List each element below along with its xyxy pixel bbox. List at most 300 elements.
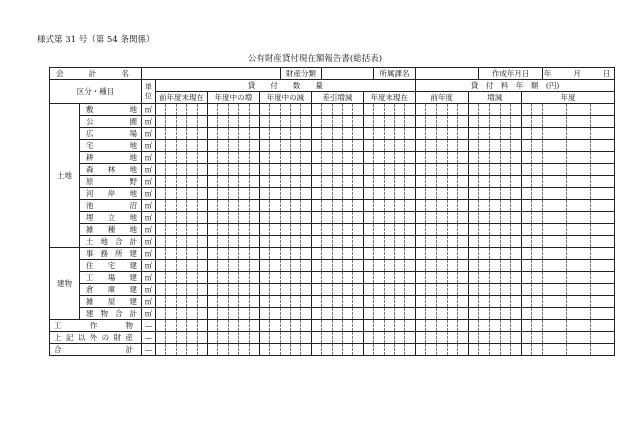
quantity-cell: [207, 152, 217, 164]
quantity-cell: [156, 140, 166, 152]
fee-cell: [415, 164, 426, 176]
fee-cell: [468, 284, 479, 296]
quantity-cell: [259, 308, 269, 320]
fee-cell: [468, 260, 479, 272]
unit-cell: ㎡: [142, 308, 156, 320]
quantity-cell: [187, 128, 197, 140]
quantity-cell: [363, 224, 373, 236]
quantity-cell: [249, 248, 259, 260]
fee-cell: [521, 308, 532, 320]
fee-cell: [479, 104, 490, 116]
fee-cell: [591, 188, 615, 200]
quantity-cell: [176, 260, 186, 272]
quantity-cell: [259, 152, 269, 164]
quantity-cell: [239, 200, 249, 212]
fee-cell: [468, 116, 479, 128]
quantity-cell: [156, 116, 166, 128]
quantity-cell: [239, 248, 249, 260]
quantity-cell: [207, 116, 217, 128]
quantity-cell: [343, 332, 353, 344]
quantity-cell: [291, 212, 301, 224]
fee-cell: [479, 308, 490, 320]
lending-quantity-header: 貸 付 数 量: [156, 80, 416, 92]
quantity-cell: [291, 128, 301, 140]
quantity-cell: [280, 296, 290, 308]
fee-cell: [500, 296, 511, 308]
fee-cell: [500, 188, 511, 200]
fee-cell: [458, 188, 469, 200]
fee-cell: [521, 164, 532, 176]
quantity-cell: [249, 272, 259, 284]
quantity-cell: [405, 200, 415, 212]
quantity-cell: [228, 260, 238, 272]
quantity-cell: [394, 308, 404, 320]
fee-cell: [511, 260, 522, 272]
land-item-name: 土地合計: [80, 236, 142, 248]
quantity-cell: [280, 164, 290, 176]
fee-cell: [542, 260, 566, 272]
quantity-cell: [166, 236, 176, 248]
quantity-cell: [353, 236, 363, 248]
quantity-cell: [394, 200, 404, 212]
fee-cell: [415, 116, 426, 128]
fee-cell: [489, 344, 500, 356]
quantity-cell: [394, 344, 404, 356]
fee-cell: [468, 308, 479, 320]
quantity-cell: [207, 332, 217, 344]
quantity-cell: [322, 152, 332, 164]
quantity-cell: [270, 236, 280, 248]
other-row-name: 上記以外の財産: [50, 332, 142, 344]
quantity-cell: [394, 128, 404, 140]
unit-cell: ㎡: [142, 260, 156, 272]
quantity-cell: [332, 188, 342, 200]
fee-cell: [447, 188, 458, 200]
fee-cell: [436, 260, 447, 272]
date-day-label: 日: [602, 68, 611, 78]
fee-cell: [567, 332, 591, 344]
fee-cell: [468, 152, 479, 164]
quantity-cell: [156, 296, 166, 308]
quantity-cell: [343, 308, 353, 320]
quantity-cell: [166, 152, 176, 164]
fee-cell: [511, 164, 522, 176]
fee-cell: [479, 188, 490, 200]
fee-cell: [458, 224, 469, 236]
quantity-cell: [394, 152, 404, 164]
quantity-cell: [280, 332, 290, 344]
quantity-cell: [405, 212, 415, 224]
quantity-cell: [384, 200, 394, 212]
fee-cell: [532, 164, 543, 176]
quantity-cell: [322, 104, 332, 116]
quantity-cell: [187, 116, 197, 128]
quantity-cell: [384, 164, 394, 176]
quantity-cell: [384, 260, 394, 272]
fee-cell: [591, 200, 615, 212]
quantity-cell: [249, 296, 259, 308]
fee-cell: [447, 272, 458, 284]
land-item-name: 森林地: [80, 164, 142, 176]
quantity-cell: [291, 248, 301, 260]
quantity-cell: [353, 260, 363, 272]
quantity-cell: [187, 332, 197, 344]
quantity-cell: [384, 212, 394, 224]
fee-cell: [489, 200, 500, 212]
fee-cell: [489, 320, 500, 332]
quantity-cell: [384, 236, 394, 248]
quantity-cell: [270, 344, 280, 356]
fee-cell: [479, 140, 490, 152]
quantity-cell: [353, 224, 363, 236]
fee-cell: [489, 296, 500, 308]
fee-cell: [500, 260, 511, 272]
fee-cell: [532, 128, 543, 140]
quantity-cell: [270, 272, 280, 284]
fee-cell: [468, 104, 479, 116]
fee-cell: [415, 332, 426, 344]
quantity-cell: [384, 296, 394, 308]
fee-cell: [489, 164, 500, 176]
quantity-cell: [353, 344, 363, 356]
quantity-cell: [228, 164, 238, 176]
fee-cell: [489, 224, 500, 236]
fee-cell: [511, 308, 522, 320]
fee-cell: [500, 332, 511, 344]
quantity-cell: [332, 224, 342, 236]
quantity-cell: [197, 344, 207, 356]
quantity-cell: [394, 224, 404, 236]
quantity-cell: [384, 128, 394, 140]
quantity-cell: [270, 104, 280, 116]
quantity-cell: [207, 188, 217, 200]
quantity-cell: [301, 284, 311, 296]
fee-cell: [447, 332, 458, 344]
quantity-cell: [311, 344, 321, 356]
quantity-cell: [374, 188, 384, 200]
quantity-cell: [405, 284, 415, 296]
fee-cell: [500, 272, 511, 284]
quantity-cell: [280, 248, 290, 260]
fee-cell: [542, 272, 566, 284]
fee-cell: [532, 320, 543, 332]
quantity-cell: [332, 200, 342, 212]
fee-cell: [479, 260, 490, 272]
fee-cell: [591, 116, 615, 128]
quantity-cell: [291, 272, 301, 284]
quantity-cell: [197, 224, 207, 236]
quantity-cell: [249, 188, 259, 200]
land-item-name: 広場: [80, 128, 142, 140]
quantity-cell: [291, 236, 301, 248]
quantity-cell: [311, 272, 321, 284]
fee-cell: [426, 176, 437, 188]
fee-cell: [591, 260, 615, 272]
fee-cell: [542, 176, 566, 188]
quantity-cell: [405, 152, 415, 164]
quantity-cell: [249, 152, 259, 164]
fee-cell: [436, 224, 447, 236]
fee-cell: [567, 152, 591, 164]
quantity-cell: [353, 140, 363, 152]
quantity-cell: [353, 116, 363, 128]
unit-cell: ㎡: [142, 116, 156, 128]
quantity-cell: [291, 104, 301, 116]
quantity-cell: [353, 320, 363, 332]
quantity-cell: [187, 308, 197, 320]
fee-cell: [591, 152, 615, 164]
fee-cell: [458, 248, 469, 260]
quantity-cell: [187, 236, 197, 248]
fee-cell: [591, 236, 615, 248]
fee-cell: [521, 104, 532, 116]
fee-cell: [500, 284, 511, 296]
fee-cell: [511, 344, 522, 356]
land-item-name: 原野: [80, 176, 142, 188]
quantity-cell: [239, 224, 249, 236]
quantity-cell: [228, 140, 238, 152]
quantity-cell: [249, 164, 259, 176]
fee-cell: [500, 344, 511, 356]
building-item-name: 雑屋建: [80, 296, 142, 308]
quantity-cell: [311, 308, 321, 320]
quantity-cell: [332, 332, 342, 344]
quantity-cell: [228, 152, 238, 164]
quantity-cell: [218, 344, 228, 356]
report-table: [49, 67, 615, 356]
quantity-cell: [405, 116, 415, 128]
land-item-name: 耕地: [80, 152, 142, 164]
fee-cell: [489, 128, 500, 140]
fee-cell: [447, 296, 458, 308]
fee-cell: [511, 248, 522, 260]
account-label: 会 計 名: [50, 68, 142, 80]
quantity-cell: [218, 164, 228, 176]
fee-cell: [426, 260, 437, 272]
fee-cell: [567, 320, 591, 332]
quantity-cell: [363, 152, 373, 164]
quantity-cell: [156, 224, 166, 236]
quantity-cell: [311, 164, 321, 176]
quantity-cell: [353, 296, 363, 308]
quantity-column-header: 差引増減: [311, 92, 363, 104]
form-number: 様式第 31 号（第 54 条関係）: [37, 35, 155, 45]
fee-cell: [567, 260, 591, 272]
fee-cell: [567, 200, 591, 212]
fee-cell: [542, 296, 566, 308]
fee-cell: [426, 284, 437, 296]
fee-cell: [489, 248, 500, 260]
quantity-cell: [207, 296, 217, 308]
quantity-cell: [322, 116, 332, 128]
quantity-cell: [207, 272, 217, 284]
fee-column-header: 年度: [521, 92, 615, 104]
quantity-cell: [218, 320, 228, 332]
quantity-cell: [249, 344, 259, 356]
quantity-cell: [156, 236, 166, 248]
quantity-cell: [280, 224, 290, 236]
quantity-cell: [311, 224, 321, 236]
quantity-cell: [374, 104, 384, 116]
quantity-cell: [218, 212, 228, 224]
fee-cell: [591, 140, 615, 152]
quantity-cell: [374, 308, 384, 320]
quantity-cell: [259, 224, 269, 236]
fee-cell: [479, 284, 490, 296]
quantity-cell: [374, 332, 384, 344]
fee-cell: [468, 200, 479, 212]
quantity-cell: [332, 212, 342, 224]
fee-cell: [458, 272, 469, 284]
quantity-cell: [207, 260, 217, 272]
quantity-cell: [166, 284, 176, 296]
quantity-cell: [239, 188, 249, 200]
fee-cell: [500, 116, 511, 128]
quantity-cell: [311, 212, 321, 224]
quantity-cell: [291, 140, 301, 152]
quantity-cell: [239, 344, 249, 356]
quantity-cell: [343, 284, 353, 296]
fee-cell: [567, 164, 591, 176]
fee-cell: [521, 224, 532, 236]
land-item-name: 公園: [80, 116, 142, 128]
quantity-cell: [280, 116, 290, 128]
fee-cell: [458, 236, 469, 248]
fee-cell: [532, 200, 543, 212]
quantity-cell: [332, 236, 342, 248]
quantity-cell: [187, 176, 197, 188]
asset-class-label: 財産分類: [280, 68, 322, 80]
fee-cell: [542, 104, 566, 116]
quantity-cell: [384, 284, 394, 296]
quantity-cell: [176, 128, 186, 140]
fee-cell: [426, 212, 437, 224]
quantity-cell: [363, 140, 373, 152]
quantity-cell: [311, 248, 321, 260]
fee-cell: [542, 248, 566, 260]
quantity-cell: [270, 164, 280, 176]
quantity-cell: [280, 200, 290, 212]
quantity-cell: [218, 272, 228, 284]
quantity-cell: [301, 140, 311, 152]
unit-cell: ㎡: [142, 248, 156, 260]
unit-cell: ㎡: [142, 176, 156, 188]
quantity-cell: [207, 164, 217, 176]
fee-cell: [436, 284, 447, 296]
quantity-cell: [259, 128, 269, 140]
quantity-cell: [197, 296, 207, 308]
fee-cell: [500, 164, 511, 176]
quantity-cell: [218, 260, 228, 272]
fee-cell: [468, 212, 479, 224]
quantity-cell: [207, 308, 217, 320]
fee-cell: [436, 332, 447, 344]
quantity-cell: [291, 188, 301, 200]
fee-cell: [521, 332, 532, 344]
quantity-cell: [394, 320, 404, 332]
quantity-cell: [270, 308, 280, 320]
fee-cell: [436, 296, 447, 308]
quantity-cell: [301, 272, 311, 284]
fee-cell: [436, 212, 447, 224]
quantity-cell: [384, 104, 394, 116]
quantity-cell: [405, 344, 415, 356]
quantity-cell: [343, 116, 353, 128]
quantity-cell: [176, 248, 186, 260]
quantity-cell: [332, 140, 342, 152]
fee-cell: [532, 284, 543, 296]
quantity-cell: [363, 176, 373, 188]
fee-cell: [479, 224, 490, 236]
quantity-cell: [228, 128, 238, 140]
unit-cell: ㎡: [142, 236, 156, 248]
fee-cell: [426, 128, 437, 140]
fee-cell: [479, 296, 490, 308]
fee-cell: [436, 104, 447, 116]
quantity-cell: [228, 224, 238, 236]
fee-cell: [415, 224, 426, 236]
fee-cell: [567, 212, 591, 224]
quantity-cell: [394, 284, 404, 296]
fee-cell: [542, 140, 566, 152]
quantity-cell: [353, 332, 363, 344]
fee-cell: [521, 344, 532, 356]
land-group-label: 土地: [50, 104, 80, 248]
fee-cell: [591, 320, 615, 332]
quantity-cell: [187, 200, 197, 212]
quantity-cell: [332, 104, 342, 116]
quantity-cell: [259, 164, 269, 176]
fee-cell: [532, 224, 543, 236]
quantity-cell: [187, 212, 197, 224]
quantity-cell: [343, 320, 353, 332]
quantity-cell: [332, 164, 342, 176]
quantity-cell: [166, 212, 176, 224]
quantity-cell: [228, 116, 238, 128]
fee-cell: [479, 200, 490, 212]
quantity-cell: [311, 296, 321, 308]
fee-cell: [447, 236, 458, 248]
quantity-cell: [207, 344, 217, 356]
quantity-cell: [311, 116, 321, 128]
quantity-cell: [353, 152, 363, 164]
fee-cell: [436, 320, 447, 332]
fee-cell: [511, 296, 522, 308]
quantity-cell: [197, 236, 207, 248]
quantity-cell: [156, 344, 166, 356]
fee-cell: [521, 212, 532, 224]
quantity-cell: [166, 116, 176, 128]
unit-cell: —: [142, 320, 156, 332]
quantity-cell: [259, 332, 269, 344]
fee-cell: [532, 296, 543, 308]
fee-cell: [447, 104, 458, 116]
quantity-cell: [228, 236, 238, 248]
quantity-cell: [280, 212, 290, 224]
quantity-cell: [322, 164, 332, 176]
fee-cell: [591, 308, 615, 320]
fee-cell: [436, 128, 447, 140]
fee-cell: [468, 272, 479, 284]
quantity-cell: [166, 224, 176, 236]
quantity-cell: [207, 140, 217, 152]
fee-cell: [542, 224, 566, 236]
department-label: 所属課名: [374, 68, 416, 80]
quantity-cell: [301, 116, 311, 128]
building-item-name: 事務所建: [80, 248, 142, 260]
date-month-label: 月: [573, 68, 581, 78]
building-item-name: 工場建: [80, 272, 142, 284]
